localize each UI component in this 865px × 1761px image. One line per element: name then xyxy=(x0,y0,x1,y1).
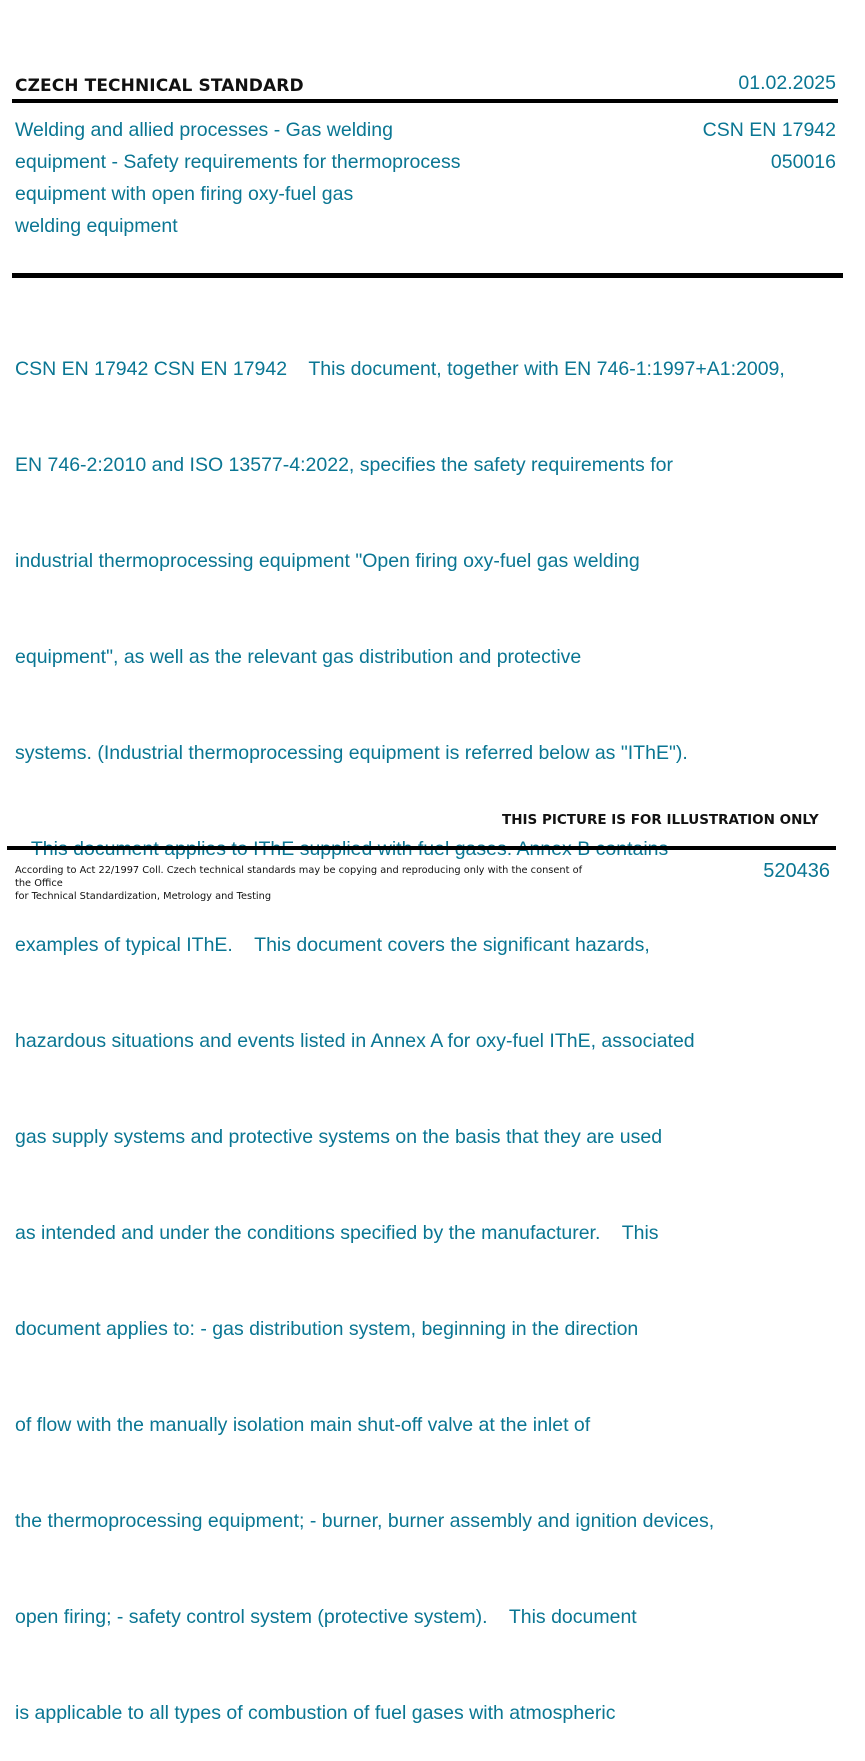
abstract-line: systems. (Industrial thermoprocessing equipment is referred below as "IThE"). xyxy=(15,742,688,764)
standard-title-line: Welding and allied processes - Gas welding xyxy=(15,119,393,141)
middle-divider xyxy=(12,273,843,278)
abstract-line: is applicable to all types of combustion of fuel gases with atmospheric xyxy=(15,1702,616,1724)
legal-notice xyxy=(15,864,595,903)
abstract-line: CSN EN 17942 CSN EN 17942 This document, together with EN 746-1:1997+A1:2009, xyxy=(15,358,785,380)
legal-notice-line: According to Act 22/1997 Coll. Czech technical standards may be copying and reproducing only with the consent of the Office xyxy=(15,865,583,889)
abstract-line: document applies to: - gas distribution system, beginning in the direction xyxy=(15,1318,639,1340)
standard-title-line: equipment - Safety requirements for thermoprocess xyxy=(15,151,461,173)
legal-notice-line: for Technical Standardization, Metrology and Testing xyxy=(15,891,272,902)
document-id: 520436 xyxy=(763,860,830,882)
abstract-line: examples of typical IThE. This document covers the significant hazards, xyxy=(15,934,650,956)
top-divider xyxy=(12,99,838,103)
abstract-line: gas supply systems and protective systems on the basis that they are used xyxy=(15,1126,663,1148)
standard-title xyxy=(15,114,535,242)
standard-title-line: welding equipment xyxy=(15,215,178,237)
illustration-note: THIS PICTURE IS FOR ILLUSTRATION ONLY xyxy=(502,812,819,828)
abstract-line: the thermoprocessing equipment; - burner, burner assembly and ignition devices, xyxy=(15,1510,715,1532)
classification-number: 050016 xyxy=(770,151,836,173)
abstract-line: industrial thermoprocessing equipment "Open firing oxy-fuel gas welding xyxy=(15,550,640,572)
abstract-line: equipment", as well as the relevant gas distribution and protective xyxy=(15,646,582,668)
abstract-line: of flow with the manually isolation main shut-off valve at the inlet of xyxy=(15,1414,591,1436)
abstract-line: open firing; - safety control system (protective system). This document xyxy=(15,1606,637,1628)
abstract-text xyxy=(15,289,865,1761)
bottom-divider xyxy=(7,846,836,850)
publication-date: 01.02.2025 xyxy=(738,72,836,94)
header-title: CZECH TECHNICAL STANDARD xyxy=(15,76,304,96)
standard-identifiers xyxy=(703,114,836,178)
standard-title-line: equipment with open firing oxy-fuel gas xyxy=(15,183,354,205)
abstract-line: EN 746-2:2010 and ISO 13577-4:2022, specifies the safety requirements for xyxy=(15,454,673,476)
abstract-line: hazardous situations and events listed in Annex A for oxy-fuel IThE, associated xyxy=(15,1030,695,1052)
abstract-line: as intended and under the conditions specified by the manufacturer. This xyxy=(15,1222,659,1244)
standard-code: CSN EN 17942 xyxy=(702,119,836,141)
